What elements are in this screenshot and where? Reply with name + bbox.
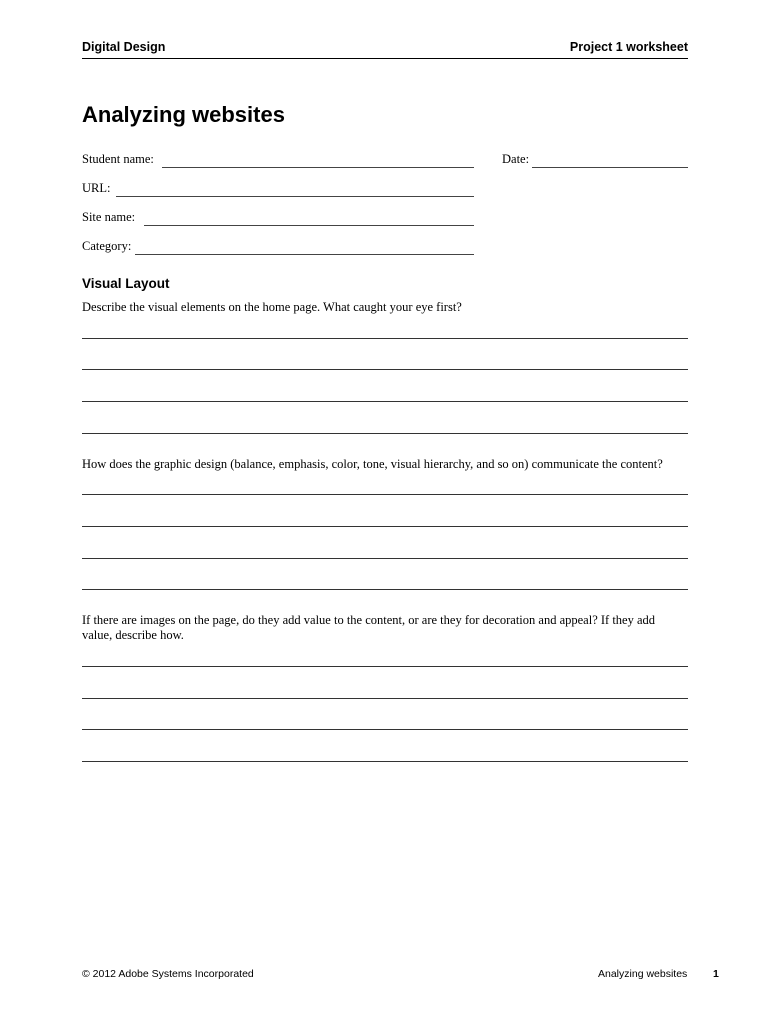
answer-line-2-4[interactable]: [82, 589, 688, 590]
page-header: [82, 40, 688, 59]
footer-doc-name: Analyzing websites: [598, 968, 688, 980]
category-field[interactable]: [82, 239, 474, 255]
site-name-label: Site name:: [82, 210, 136, 224]
copyright-text: © 2012 Adobe Systems Incorporated: [82, 968, 254, 980]
url-line: [116, 196, 474, 197]
question-1: Describe the visual elements on the home page. What caught your eye first?: [82, 300, 462, 314]
answer-line-2-2[interactable]: [82, 526, 688, 527]
site-name-field[interactable]: [82, 210, 474, 226]
page-title: Analyzing websites: [82, 102, 285, 127]
date-line: [532, 167, 688, 168]
student-name-field[interactable]: [82, 152, 474, 168]
worksheet-name: Project 1 worksheet: [569, 40, 688, 54]
answer-line-2-1[interactable]: [82, 494, 688, 495]
answer-line-2-3[interactable]: [82, 558, 688, 559]
answer-line-1-4[interactable]: [82, 433, 688, 434]
answer-line-3-3[interactable]: [82, 729, 688, 730]
url-label: URL:: [82, 181, 111, 195]
student-name-label: Student name:: [82, 152, 154, 166]
category-label: Category:: [82, 239, 132, 253]
answer-line-3-2[interactable]: [82, 698, 688, 699]
page-number: 1: [713, 968, 719, 980]
question-2: How does the graphic design (balance, emphasis, color, tone, visual hierarchy, and so on) communicate the content?: [82, 457, 663, 471]
date-label: Date:: [502, 152, 530, 166]
answer-line-1-2[interactable]: [82, 369, 688, 370]
url-field[interactable]: [82, 181, 474, 197]
answer-line-3-4[interactable]: [82, 761, 688, 762]
site-name-line: [144, 225, 474, 226]
course-name: Digital Design: [82, 40, 166, 54]
section-heading: Visual Layout: [82, 276, 170, 291]
student-name-line: [162, 167, 474, 168]
question-3: If there are images on the page, do they add value to the content, or are they for decoration and appeal? If they add value, describe how.: [82, 613, 656, 642]
answer-line-1-3[interactable]: [82, 401, 688, 402]
date-field[interactable]: [502, 152, 688, 168]
category-line: [135, 254, 474, 255]
answer-line-3-1[interactable]: [82, 666, 688, 667]
answer-line-1-1[interactable]: [82, 338, 688, 339]
